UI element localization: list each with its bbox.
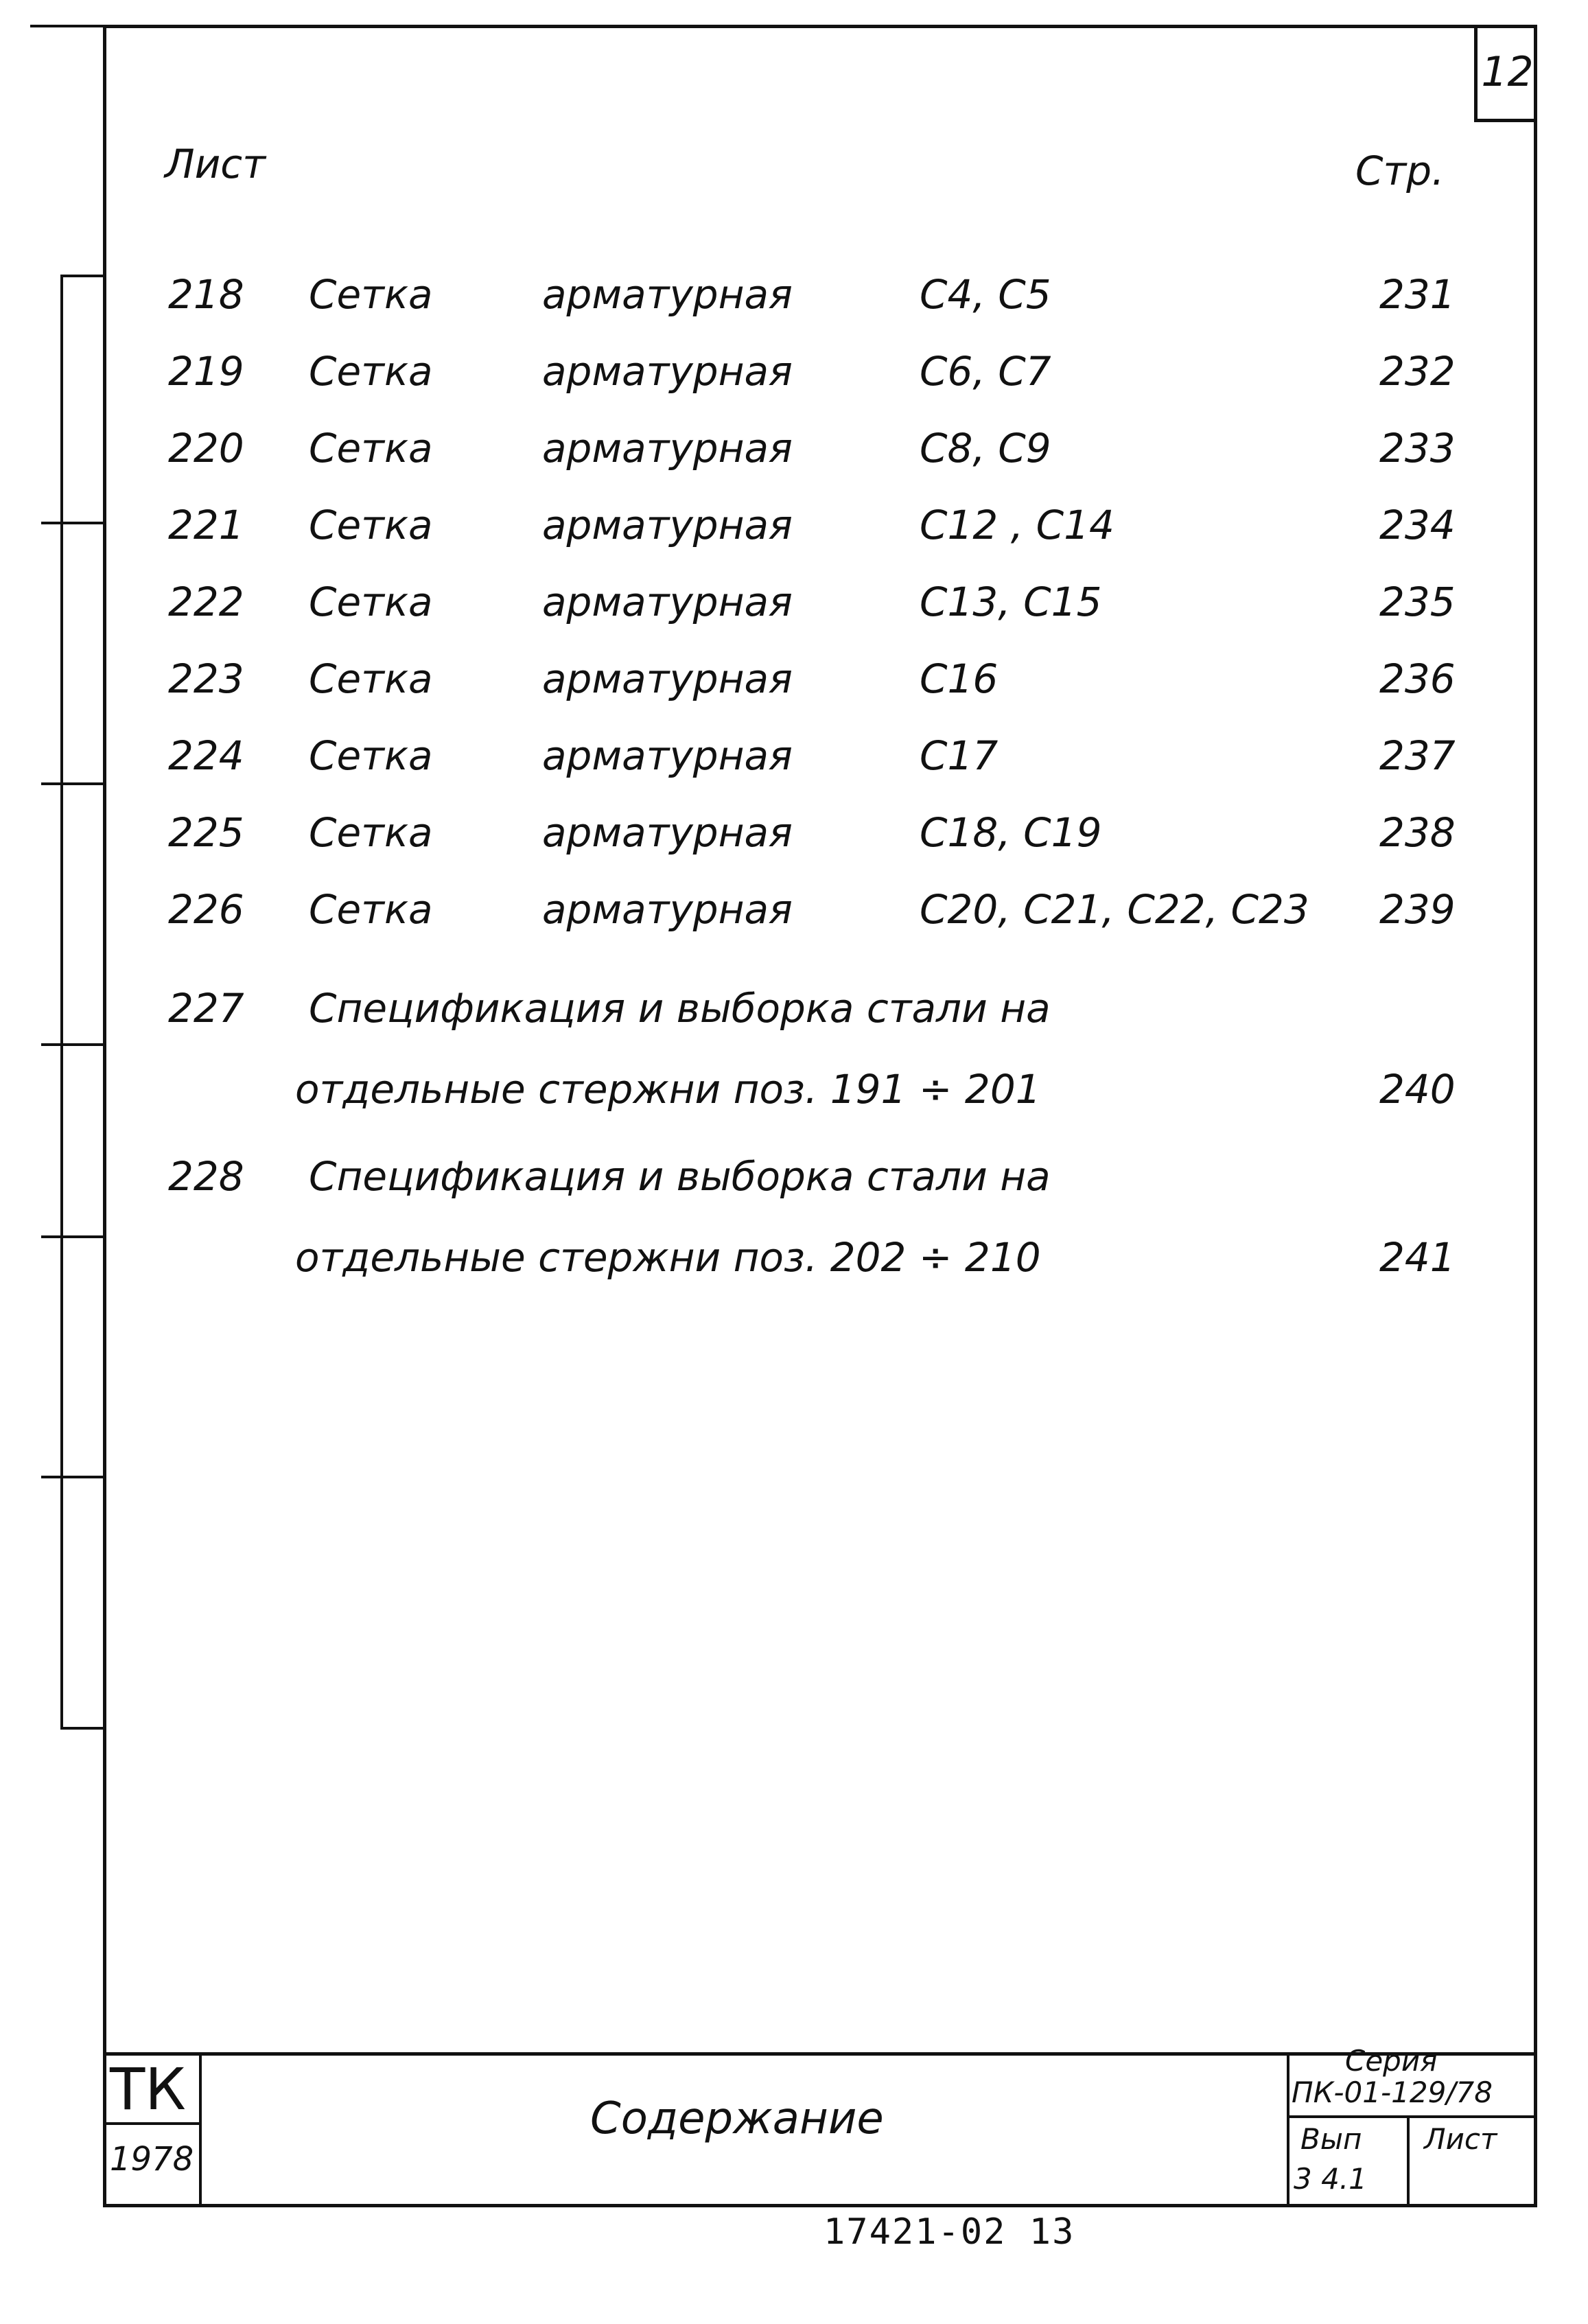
- contents-row: [0, 579, 1588, 634]
- contents-row: [0, 809, 1588, 864]
- row-item-mark: С18, С19: [920, 809, 1102, 856]
- binding-margin-strip: [60, 275, 103, 1730]
- year: 1978: [110, 2140, 194, 2178]
- row-item-name: Сетка: [309, 271, 433, 318]
- title-block-divider: [1287, 2052, 1289, 2207]
- issue-value: 3 4.1: [1294, 2162, 1367, 2196]
- column-header-page: Стр.: [1355, 148, 1445, 194]
- row-item-mark: С16: [920, 655, 999, 702]
- row-page-number: 231: [1379, 271, 1456, 318]
- row-number: 220: [168, 425, 244, 472]
- row-item-type: арматурная: [542, 732, 793, 779]
- row-number: 223: [168, 655, 244, 702]
- row-item-name: Сетка: [309, 425, 433, 472]
- row-item-type: арматурная: [542, 886, 793, 933]
- title-block-top-line: [103, 2052, 1537, 2056]
- row-number: 222: [168, 579, 244, 625]
- spec-row-title-line1: Спецификация и выборка стали на: [309, 1153, 1051, 1200]
- spec-row-page-number: 241: [1379, 1234, 1456, 1281]
- title-block-divider: [1287, 2115, 1537, 2118]
- row-page-number: 238: [1379, 809, 1456, 856]
- spec-row-title-line2: отдельные стержни поз. 202 ÷ 210: [295, 1234, 1041, 1281]
- row-page-number: 239: [1379, 886, 1456, 933]
- row-number: 218: [168, 271, 244, 318]
- row-item-type: арматурная: [542, 809, 793, 856]
- series-label: Серия: [1345, 2044, 1438, 2078]
- spec-row-number: 227: [168, 985, 244, 1032]
- row-item-type: арматурная: [542, 425, 793, 472]
- margin-tick: [41, 1476, 103, 1478]
- column-header-sheet: Лист: [165, 141, 266, 187]
- row-item-mark: С17: [920, 732, 999, 779]
- row-item-mark: С4, С5: [920, 271, 1051, 318]
- spec-row-page-number: 240: [1379, 1066, 1456, 1113]
- row-item-name: Сетка: [309, 579, 433, 625]
- spec-row-title-line2: отдельные стержни поз. 191 ÷ 201: [295, 1066, 1041, 1113]
- row-item-mark: С12 , С14: [920, 502, 1114, 548]
- row-page-number: 236: [1379, 655, 1456, 702]
- title-block-divider: [1407, 2115, 1410, 2207]
- row-page-number: 237: [1379, 732, 1456, 779]
- row-item-mark: С13, С15: [920, 579, 1102, 625]
- row-item-name: Сетка: [309, 655, 433, 702]
- issue-label: Вып: [1300, 2122, 1362, 2156]
- spec-row-number: 228: [168, 1153, 244, 1200]
- row-number: 226: [168, 886, 244, 933]
- row-item-name: Сетка: [309, 809, 433, 856]
- contents-row: [0, 732, 1588, 787]
- row-page-number: 234: [1379, 502, 1456, 548]
- row-page-number: 233: [1379, 425, 1456, 472]
- row-number: 225: [168, 809, 244, 856]
- row-page-number: 232: [1379, 348, 1456, 395]
- row-item-name: Сетка: [309, 502, 433, 548]
- sheet-label: Лист: [1424, 2122, 1497, 2156]
- margin-tick: [41, 1235, 103, 1238]
- contents-row: [0, 502, 1588, 557]
- archive-code: 17421-02 13: [824, 2211, 1075, 2253]
- document-title: Содержание: [590, 2093, 884, 2144]
- row-item-type: арматурная: [542, 655, 793, 702]
- row-item-type: арматурная: [542, 348, 793, 395]
- row-item-name: Сетка: [309, 732, 433, 779]
- row-number: 219: [168, 348, 244, 395]
- contents-row: [0, 425, 1588, 480]
- row-number: 221: [168, 502, 244, 548]
- spec-row-title-line1: Спецификация и выборка стали на: [309, 985, 1051, 1032]
- contents-row: [0, 348, 1588, 403]
- row-item-type: арматурная: [542, 579, 793, 625]
- row-item-mark: С8, С9: [920, 425, 1051, 472]
- binding-line: [30, 25, 103, 27]
- row-number: 224: [168, 732, 244, 779]
- row-page-number: 235: [1379, 579, 1456, 625]
- row-item-name: Сетка: [309, 348, 433, 395]
- contents-row: [0, 655, 1588, 710]
- row-item-mark: С20, С21, С22, С23: [920, 886, 1309, 933]
- row-item-type: арматурная: [542, 271, 793, 318]
- title-block-divider: [199, 2052, 202, 2207]
- series-value: ПК-01-129/78: [1292, 2076, 1493, 2109]
- margin-tick: [41, 1043, 103, 1046]
- contents-row: [0, 886, 1588, 941]
- org-code: ТК: [110, 2056, 186, 2123]
- row-item-type: арматурная: [542, 502, 793, 548]
- row-item-mark: С6, С7: [920, 348, 1051, 395]
- contents-row: [0, 271, 1588, 326]
- row-item-name: Сетка: [309, 886, 433, 933]
- page-number: 12: [1474, 25, 1537, 122]
